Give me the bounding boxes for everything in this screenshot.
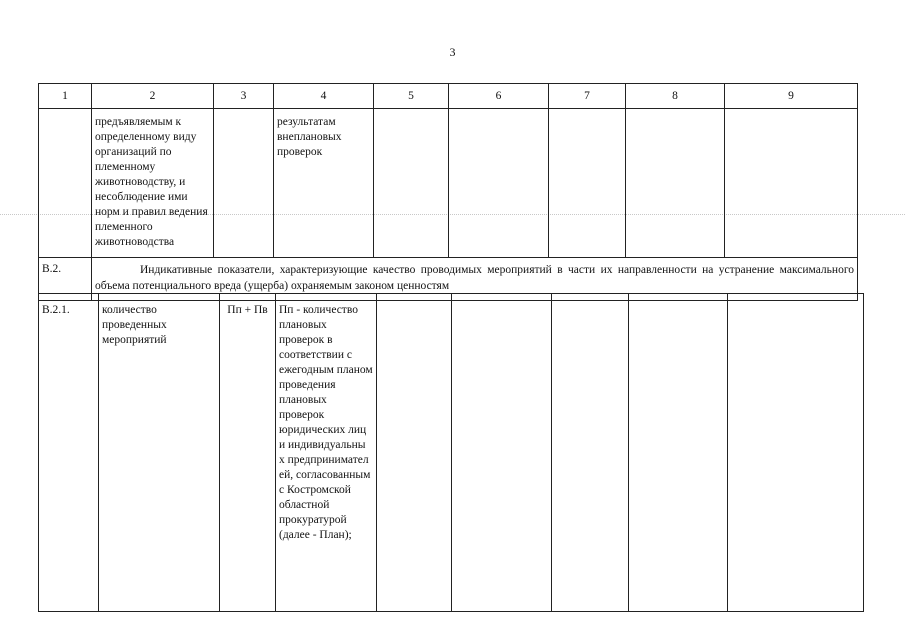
continuation-cell-6 (449, 109, 549, 258)
continuation-name-cell: предъявляемым к определенному виду организаций по племенному животноводству, и несоблюдение ими норм и правил ведения племенного животноводства (92, 109, 214, 258)
row-b2-1-name: количество проведенных мероприятий (99, 294, 220, 612)
continuation-description-cell: результатам внеплановых проверок (274, 109, 374, 258)
header-col-4: 4 (274, 84, 374, 109)
row-b2-1-description: Пп - количество плановых проверок в соответствии с ежегодным планом проведения плановых проверок юридических лиц и индивидуальны х предпринимател ей, согласованным с Костромской областной прокуратурой (далее - План); (276, 294, 377, 612)
header-col-5: 5 (374, 84, 449, 109)
row-b2-1-formula: Пп + Пв (220, 294, 276, 612)
indicators-table-bottom (38, 293, 864, 612)
row-b2-1 (39, 294, 864, 612)
continuation-formula-cell (214, 109, 274, 258)
continuation-cell-5 (374, 109, 449, 258)
row-b2-1-cell-9 (728, 294, 864, 612)
header-col-2: 2 (92, 84, 214, 109)
header-col-9: 9 (725, 84, 858, 109)
header-col-6: 6 (449, 84, 549, 109)
continuation-cell-8 (626, 109, 725, 258)
continuation-code-cell (39, 109, 92, 258)
row-b2-1-cell-5 (377, 294, 452, 612)
continuation-cell-7 (549, 109, 626, 258)
row-b2-1-cell-7 (552, 294, 629, 612)
continuation-row (39, 109, 858, 258)
section-b2-code: В.2. (39, 258, 92, 301)
indicators-table-top (38, 83, 858, 301)
header-col-3: 3 (214, 84, 274, 109)
header-col-8: 8 (626, 84, 725, 109)
section-b2-text: Индикативные показатели, характеризующие качество проводимых мероприятий в части их направленности на устранение максимального объема потенциального вреда (ущерба) охраняемым законом ценностям (92, 258, 858, 301)
header-col-1: 1 (39, 84, 92, 109)
continuation-cell-9 (725, 109, 858, 258)
row-b2-1-code: В.2.1. (39, 294, 99, 612)
header-row (39, 84, 858, 109)
header-col-7: 7 (549, 84, 626, 109)
row-b2-1-cell-8 (629, 294, 728, 612)
row-b2-1-cell-6 (452, 294, 552, 612)
page-number: 3 (449, 45, 456, 59)
